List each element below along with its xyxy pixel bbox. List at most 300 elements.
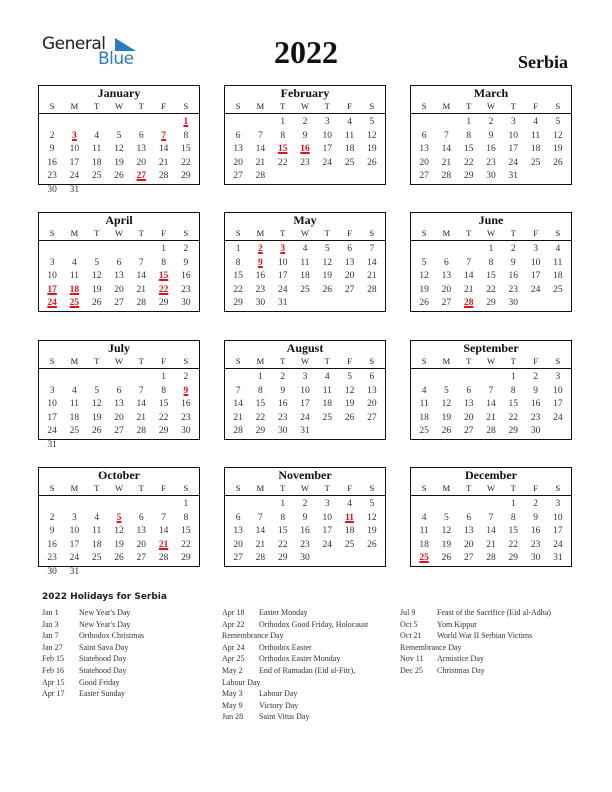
day: 23: [530, 412, 541, 423]
day: 21: [233, 412, 243, 423]
day: 18: [322, 399, 333, 410]
day: 11: [419, 526, 429, 537]
day: 2: [183, 372, 189, 382]
weekday-label: S: [49, 101, 55, 111]
day: 1: [161, 244, 166, 254]
day: 13: [441, 271, 452, 282]
day: 12: [441, 526, 452, 537]
holiday-date: May 9: [222, 700, 243, 710]
day: 6: [138, 130, 144, 141]
day: 8: [466, 130, 472, 141]
day: 21: [463, 284, 474, 295]
day: 11: [69, 271, 79, 282]
day: 3: [324, 499, 330, 509]
day: 1: [280, 499, 286, 509]
day: 4: [94, 512, 100, 523]
empty-cell: [63, 371, 85, 385]
day: 2: [302, 499, 308, 509]
day: 26: [367, 157, 377, 168]
day: 3: [533, 244, 538, 254]
weekday-label: T: [138, 483, 144, 493]
day: 4: [421, 385, 427, 396]
holiday-entry: [400, 619, 551, 631]
holiday-entry: [400, 653, 551, 665]
day: 26: [322, 284, 333, 295]
day: 6: [138, 512, 144, 523]
holiday-date: May 2: [222, 665, 243, 675]
month-april: [38, 212, 200, 312]
day: 23: [47, 553, 57, 564]
day: 12: [91, 399, 102, 410]
weekday-label: T: [510, 356, 516, 366]
day: 23: [508, 284, 519, 295]
day: 3: [510, 117, 516, 127]
day: 22: [181, 539, 191, 550]
day: 29: [508, 426, 519, 437]
day: 5: [324, 244, 330, 254]
day: 13: [463, 526, 474, 537]
day: 27: [463, 426, 474, 437]
day: 30: [47, 184, 57, 195]
day: 29: [486, 298, 496, 309]
weekday-label: F: [533, 228, 538, 238]
day: 4: [302, 244, 308, 254]
weekday-header: [39, 227, 199, 241]
day: 14: [233, 399, 243, 410]
holiday-name: Orthodox Christmas: [79, 631, 145, 641]
day: 7: [466, 257, 472, 268]
logo-text-general: General: [42, 34, 106, 54]
day: 9: [49, 144, 55, 155]
day: 4: [94, 130, 100, 141]
weekday-label: T: [280, 483, 286, 493]
weekday-label: S: [183, 356, 189, 366]
day: 7: [235, 385, 241, 396]
holiday-entry: [222, 688, 368, 700]
day: 7: [258, 512, 263, 523]
empty-cell: [108, 243, 130, 257]
weekday-label: M: [442, 356, 451, 366]
empty-cell: [86, 243, 108, 257]
holiday-name: Good Friday: [79, 677, 120, 687]
day: 14: [486, 399, 496, 410]
day: 28: [441, 171, 452, 182]
day: 4: [72, 257, 77, 268]
day: 16: [508, 271, 519, 282]
holiday-day: 21: [158, 539, 169, 550]
day: 26: [441, 553, 452, 564]
day: 29: [181, 171, 191, 182]
weekday-label: T: [94, 356, 100, 366]
day: 22: [463, 157, 474, 168]
holiday-date: Feb 16: [42, 665, 64, 675]
day: 13: [463, 399, 474, 410]
empty-cell: [413, 116, 435, 130]
day: 6: [466, 512, 472, 523]
day: 30: [530, 426, 541, 437]
holiday-name: Armistice Day: [437, 654, 484, 664]
holiday-name: World War II Serbian Victims: [437, 631, 533, 641]
day: 23: [277, 412, 288, 423]
weekday-header: [225, 100, 385, 114]
day: 28: [255, 171, 266, 182]
day: 29: [508, 553, 519, 564]
day: 18: [344, 526, 355, 537]
day: 17: [530, 271, 541, 282]
day: 14: [158, 144, 169, 155]
day: 27: [136, 553, 147, 564]
empty-cell: [152, 498, 174, 512]
holiday-entry: [222, 642, 368, 654]
day-grid: [411, 241, 571, 311]
day: 25: [553, 284, 563, 295]
empty-cell: [41, 498, 63, 512]
month-name: January: [97, 86, 141, 100]
day: 11: [530, 130, 541, 141]
day: 13: [344, 257, 355, 268]
day: 16: [47, 539, 57, 550]
day-grid: [225, 369, 385, 439]
day: 11: [300, 257, 310, 268]
holiday-day: 15: [277, 144, 288, 155]
weekday-label: T: [138, 228, 144, 238]
day: 9: [488, 130, 494, 141]
holiday-name: End of Ramadan (Eid al-Fitr),: [259, 665, 356, 675]
weekday-label: W: [300, 101, 309, 111]
empty-cell: [458, 243, 480, 257]
holiday-entry: [42, 653, 144, 665]
holiday-entry: [222, 607, 368, 619]
weekday-label: M: [442, 101, 451, 111]
empty-cell: [108, 371, 130, 385]
day: 12: [114, 526, 124, 537]
day: 5: [444, 385, 449, 396]
weekday-label: T: [324, 101, 330, 111]
holiday-date: Apr 24: [222, 642, 245, 652]
day: 20: [419, 157, 429, 168]
empty-cell: [413, 371, 435, 385]
empty-cell: [458, 371, 480, 385]
holiday-name: Orthodox Good Friday, Holocaust: [259, 619, 369, 629]
day: 31: [69, 566, 80, 577]
day: 7: [138, 385, 144, 396]
empty-cell: [130, 498, 152, 512]
weekday-label: W: [300, 483, 309, 493]
holiday-date: Apr 18: [222, 608, 245, 617]
weekday-label: F: [347, 101, 352, 111]
weekday-label: M: [70, 228, 79, 238]
day: 25: [344, 157, 355, 168]
day: 8: [510, 512, 516, 523]
holiday-date: Oct 21: [400, 631, 422, 641]
day: 6: [116, 257, 122, 268]
weekday-label: T: [510, 101, 516, 111]
weekday-label: T: [466, 483, 472, 493]
day: 16: [530, 526, 541, 537]
day: 9: [280, 385, 286, 396]
weekday-label: S: [555, 483, 561, 493]
month-february: [224, 85, 386, 185]
day: 19: [91, 412, 102, 423]
day: 24: [530, 284, 541, 295]
weekday-label: T: [510, 228, 516, 238]
holiday-name-continued: Labour Day: [222, 677, 261, 687]
weekday-label: S: [555, 228, 561, 238]
day: 31: [69, 184, 80, 195]
day: 15: [181, 526, 191, 537]
day: 16: [530, 399, 541, 410]
day: 10: [322, 512, 333, 523]
day: 27: [233, 553, 243, 564]
day: 11: [553, 257, 563, 268]
day: 31: [553, 553, 563, 564]
day: 17: [277, 271, 288, 282]
day: 17: [300, 399, 310, 410]
weekday-header: [39, 100, 199, 114]
weekday-label: F: [347, 483, 352, 493]
weekday-label: W: [486, 356, 495, 366]
holiday-day: 18: [69, 284, 80, 295]
holiday-day: 28: [463, 298, 474, 309]
day: 10: [508, 130, 519, 141]
weekday-label: W: [486, 228, 495, 238]
holiday-entry: [222, 700, 368, 712]
day: 4: [533, 117, 538, 127]
day: 28: [367, 284, 377, 295]
day: 13: [114, 271, 124, 282]
day: 5: [421, 257, 427, 268]
weekday-label: S: [183, 101, 189, 111]
weekday-label: F: [161, 356, 166, 366]
day: 4: [72, 385, 77, 396]
weekday-header: [225, 355, 385, 369]
day: 24: [322, 157, 333, 168]
day: 23: [300, 157, 310, 168]
day-grid: [39, 369, 199, 453]
weekday-header: [39, 355, 199, 369]
day: 6: [369, 372, 375, 382]
month-january: [38, 85, 200, 195]
weekday-label: S: [369, 228, 375, 238]
day: 15: [486, 271, 496, 282]
day: 20: [114, 412, 124, 423]
month-march: [410, 85, 572, 185]
holiday-day: 15: [158, 271, 169, 282]
holiday-entry: [42, 607, 144, 619]
weekday-label: M: [442, 483, 451, 493]
day: 10: [322, 130, 333, 141]
weekday-label: S: [555, 101, 561, 111]
day: 26: [367, 539, 377, 550]
day: 8: [161, 385, 166, 396]
day: 29: [233, 298, 243, 309]
weekday-label: W: [300, 356, 309, 366]
day: 18: [530, 144, 541, 155]
day: 14: [136, 271, 147, 282]
day: 30: [508, 298, 519, 309]
day: 25: [530, 157, 541, 168]
weekday-label: W: [300, 228, 309, 238]
day: 5: [369, 117, 375, 127]
day: 5: [94, 385, 100, 396]
weekday-label: T: [466, 101, 472, 111]
day: 2: [302, 117, 308, 127]
day: 24: [553, 539, 563, 550]
day: 23: [181, 412, 191, 423]
day: 21: [486, 412, 496, 423]
day: 14: [367, 257, 377, 268]
day: 13: [114, 399, 124, 410]
day: 14: [255, 526, 266, 537]
day: 8: [280, 512, 286, 523]
day: 29: [277, 553, 288, 564]
empty-cell: [130, 371, 152, 385]
day: 23: [255, 284, 266, 295]
empty-cell: [227, 371, 249, 385]
day: 30: [181, 298, 191, 309]
weekday-label: M: [256, 228, 265, 238]
day: 11: [92, 144, 102, 155]
holiday-name: Saint Sava Day: [79, 642, 129, 652]
weekday-label: F: [347, 228, 352, 238]
weekday-label: W: [114, 356, 123, 366]
day: 22: [508, 539, 519, 550]
holiday-name: Easter Monday: [259, 608, 308, 617]
day: 22: [181, 157, 191, 168]
day: 5: [369, 499, 375, 509]
day: 24: [277, 284, 288, 295]
day: 1: [183, 499, 189, 509]
day: 18: [69, 412, 80, 423]
day: 4: [555, 244, 561, 254]
weekday-label: F: [161, 483, 166, 493]
weekday-label: F: [533, 483, 538, 493]
empty-cell: [227, 116, 249, 130]
day: 21: [486, 539, 496, 550]
weekday-label: F: [533, 101, 538, 111]
day: 17: [47, 412, 57, 423]
holiday-day: 1: [183, 117, 189, 127]
page-title-year: 2022: [274, 34, 338, 70]
holiday-date: Dec 25: [400, 665, 423, 675]
holiday-date: Jul 9: [400, 608, 416, 617]
holiday-name: Feast of the Sacrifice (Eid al-Adha): [437, 608, 551, 617]
day: 16: [47, 157, 57, 168]
holiday-date: Apr 17: [42, 689, 65, 699]
weekday-header: [39, 482, 199, 496]
day: 26: [441, 426, 452, 437]
day: 6: [235, 130, 241, 141]
day: 7: [258, 130, 263, 141]
day: 1: [280, 117, 286, 127]
empty-cell: [86, 371, 108, 385]
day: 6: [421, 130, 427, 141]
weekday-label: T: [324, 228, 330, 238]
day: 3: [555, 499, 561, 509]
day: 9: [510, 257, 516, 268]
weekday-label: F: [533, 356, 538, 366]
weekday-label: F: [347, 356, 352, 366]
day: 19: [322, 271, 333, 282]
day: 29: [181, 553, 191, 564]
weekday-label: S: [421, 228, 427, 238]
day: 11: [92, 526, 102, 537]
holiday-name: Yom Kippur: [437, 619, 477, 629]
month-name: July: [107, 341, 130, 355]
day: 8: [235, 257, 241, 268]
weekday-label: S: [49, 228, 55, 238]
month-name: August: [286, 341, 324, 355]
month-name: December: [465, 468, 517, 482]
day: 17: [69, 157, 80, 168]
day: 20: [136, 157, 147, 168]
empty-cell: [435, 498, 457, 512]
day: 20: [367, 399, 377, 410]
day: 2: [183, 244, 189, 254]
month-july: [38, 340, 200, 450]
empty-cell: [413, 243, 435, 257]
day: 12: [344, 385, 355, 396]
day: 28: [158, 553, 169, 564]
day: 19: [441, 539, 452, 550]
weekday-label: S: [421, 356, 427, 366]
month-may: [224, 212, 386, 312]
day: 15: [233, 271, 243, 282]
day: 20: [233, 157, 243, 168]
day: 25: [344, 539, 355, 550]
weekday-label: T: [94, 228, 100, 238]
day: 13: [233, 526, 243, 537]
holiday-date: Jan 27: [42, 642, 63, 652]
day: 19: [114, 539, 124, 550]
holiday-day: 24: [47, 298, 57, 309]
day: 9: [183, 257, 189, 268]
day: 19: [367, 144, 377, 155]
day: 23: [47, 171, 57, 182]
day: 28: [136, 426, 147, 437]
day: 9: [533, 385, 538, 396]
empty-cell: [249, 116, 271, 130]
weekday-label: S: [421, 483, 427, 493]
day: 10: [553, 385, 563, 396]
weekday-label: F: [161, 101, 166, 111]
day: 18: [419, 412, 429, 423]
day: 21: [441, 157, 452, 168]
weekday-header: [225, 227, 385, 241]
holiday-entry: [400, 607, 551, 619]
day: 29: [255, 426, 266, 437]
day: 7: [161, 512, 166, 523]
day: 18: [344, 144, 355, 155]
weekday-label: S: [235, 356, 241, 366]
holiday-day: 9: [258, 257, 263, 268]
day: 2: [488, 117, 494, 127]
day: 22: [277, 157, 288, 168]
day: 14: [463, 271, 474, 282]
day-grid: [225, 241, 385, 311]
day-grid: [39, 114, 199, 198]
day: 26: [419, 298, 429, 309]
day: 11: [344, 130, 355, 141]
day: 5: [347, 372, 352, 382]
holiday-name: Orthodox Easter Monday: [259, 654, 341, 664]
day: 19: [344, 399, 355, 410]
day: 30: [530, 553, 541, 564]
day: 20: [114, 284, 124, 295]
holiday-day: 11: [345, 512, 355, 523]
day: 13: [136, 144, 147, 155]
day: 6: [235, 512, 241, 523]
